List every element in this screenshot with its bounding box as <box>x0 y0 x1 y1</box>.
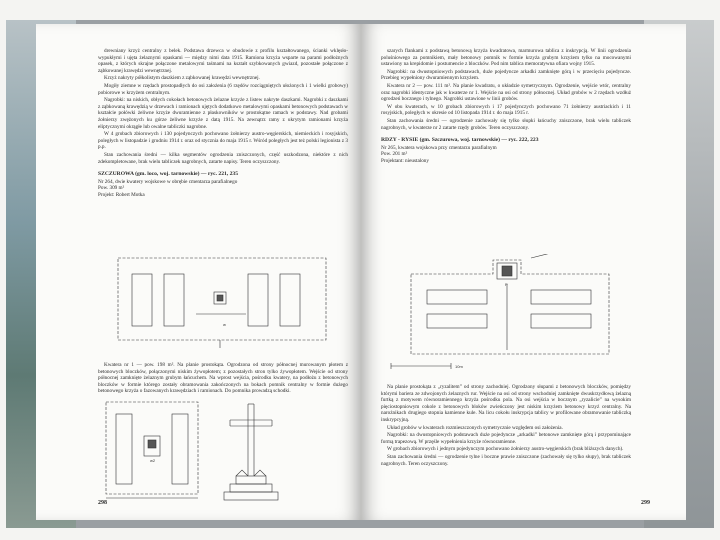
right-page <box>361 24 686 520</box>
cemetery-area: Pow. 309 m² <box>98 185 125 192</box>
left-paragraph: Mogiły ziemne w rzędach prostopadłych do osi założenia (6 rzędów rozciągniętych ułożonych i 1 wielki grobowy) pobiorowe w krzyżem centralnym. <box>98 82 348 96</box>
quarter-plan-and-cross-figure <box>98 396 346 506</box>
right-paragraph: Na planie prostokąta z „ryzalitem” od strony zachodniej. Ogrodzony słupami z betonowych bloczków, pomiędzy którymi bariera ze zdwojonych żelaznych rur. Wejście na osi od strony wschodniej zamknięte dwuskrzydłową żelazną furtką z motywem równoramiennego krzyża pośrodku pola. Na osi wejścia w bocznym „ryzalicie” na wysokim pięciostopniowym cokole z betonowych bloków zwieńczony jest niskim krzyżem betonowy krzyż centralny. Na narożnikach drugiego stopnia kamienne kule. Na licu cokołu inskrypcja tablicy w profilowane obramowanie tabliczką inskrypcyjną. <box>381 384 631 423</box>
left-paragraph: Krzyż nakryty półkolistym daszkiem z ząbkowanej krawędzi wewnętrznej. <box>104 75 260 82</box>
left-paragraph: W 4 grobach zbiorowych i 130 pojedynczych pochowano żołnierzy austro-węgierskich, niemieckich i rosyjskich, poległych w listopadzie i grudniu 1914 r. oraz od stycznia do maja 1915 r. Wśród poległych jest też polski legionista z 3 p.p. <box>98 131 348 151</box>
right-page-text-bottom <box>381 384 631 468</box>
right-paragraph: Układ grobów w kwaterach rozmieszczonych symetrycznie względem osi założenia. <box>387 424 563 431</box>
right-page-text <box>381 48 631 165</box>
plan-label: w2 <box>150 458 156 463</box>
left-page-text-bottom <box>98 362 348 396</box>
site-plan-figure <box>98 252 346 352</box>
right-paragraph: Stan zachowania średni — ogrodzenie zachowały się tylko słupki łańcuchy zniszczone, brak wielu tabliczek nagrobnych, w kwaterze nr 2 zatarte rzędy grobów. Teren oczyszczony. <box>381 117 631 131</box>
page-number-right: 299 <box>641 500 650 506</box>
left-page-text <box>98 48 348 198</box>
scale-label: 10m <box>455 364 463 369</box>
cemetery-number: Nr 265, kwatera wojskowa przy cmentarzu parafialnym <box>381 144 497 151</box>
right-paragraph: Nagrobki: na dwustopniowych podstawach duże pojedyncze „arkadki” betonowe zamknięte górą i przypominające formą trapezową. W przęśle wypełnienia krzyże równoramienne. <box>381 432 631 445</box>
right-paragraph: Kwatera nr 2 — pow. 111 m². Na planie kwadratu, o układzie symetrycznym. Ogrodzenie, wejście wtór, centralny oraz nagrobki identyczne jak w kwaterze nr 1. Wejście na osi od strony północnej. Układ grobów w 2 rzędach wzdłuż ogrodzeń bocznego i tylnego. Nagrobki ustawione w linii grobów. <box>381 82 631 103</box>
left-paragraph: Kwatera nr 1 — pow. 198 m². Na planie prostokąta. Ogrodzona od strony północnej murowanym płotem z betonowych bloczków, połączonymi niskim żywopłotem; z pozostałych stron tylko żywopłotem. Wejście od strony północnej zamknięte żelaznym grubym łańcuchem. Na wprost wejścia, pośrodku kwatery, na podłożu z betonowych bloczków w formie którego zostały obramowania zakończonych na bokach pomnik centralny w formie dużego betonowego krzyża o fazowanych krawędziach i ramionach. Do pomnika prowadzą schodki. <box>98 362 348 395</box>
right-paragraph: W grobach zbiorowych i jednym pojedynczym pochowano żołnierzy austro-węgierskich (brak bliższych danych). <box>387 446 624 453</box>
cemetery-project: Projekt: Robert Motka <box>98 191 145 198</box>
cemetery-number: Nr 264, dwie kwatery wojskowe w obrębie cmentarza parafialnego <box>98 178 238 185</box>
cemetery-heading: SZCZUROWA (gm. loco, woj. tarnowskie) — ryc. 221, 235 <box>98 171 238 178</box>
left-paragraph: Stan zachowania średni — kilka segmentów ogrodzenia zniszczonych, część uszkodzona, niektóre z nich zdekompletowane, brak wielu tabliczek nagrobnych, zatarte napisy. Teren oczyszczony. <box>98 151 348 165</box>
right-paragraph: szarych flankami z podstawą betonową krzyża kwadratowa, marmurowa tablica z inskrypcją. W linii ogrodzenia poluśniowego za pomnikiem, mały betonowy pomnik w formie krzyża grubym krzyżem tylko na mocowanymi ustawiony na krepidomie i postumencie z bloczków. Pod nim tablica memoratywna ofiara wojny 1915. <box>381 48 631 68</box>
left-paragraph: Nagrobki: na niskich, obłych cokołach betonowych żelazne krzyże z listew nakryte daszkami. Nagrobki z daszkami z ząbkowaną krawędzią w drzewach i ramionach ujętych dodatkowo metalowymi opaskami betonowych podstawach w kształcie połówki żeliwne krzyże dwuramienne z płaskowników w prostokątne ramach w podstawy. Nad grobami żołnierzy zwężonych ku górze żeliwne krzyże z datą 1915. Na zewnątrz ramy z ukrytym ramionami krzyża eliptycznymi okrągłe lub owalne tabliczki nagrobne. <box>98 97 348 130</box>
plan-label: w <box>223 322 226 327</box>
cemetery-heading: RDZY - RYSIE (gm. Szczurowa, woj. tarnowskie) — ryc. 222, 223 <box>381 137 539 144</box>
right-paragraph: W obu kwaterach, w 10 grobach zbiorowych i 17 pojedynczych pochowano 71 żołnierzy austriackich i 11 rosyjskich, poległych w okresie od 10 listopada 1914 r. do maja 1915 r. <box>381 103 631 117</box>
left-page <box>36 24 361 520</box>
right-paragraph: Stan zachowania średni — ogrodzenie tylne i boczne prawie zniszczone (zachowały się tylko słupy), brak tabliczek nagrobnych. Teren oczyszczony. <box>381 453 631 467</box>
right-paragraph: Nagrobki: na dwustopniowych podstawach, duże pojedyncze arkadki zamknięte górą i w przecięciu pojedyncze. Przebieg wypełniony dwuramiennym krzyżem. <box>381 68 631 82</box>
page-number-left: 298 <box>98 500 107 506</box>
plan-label: P <box>505 282 508 287</box>
cemetery-project: Projektant: nieustalony <box>381 157 429 164</box>
cemetery-area: Pow. 201 m² <box>381 151 408 158</box>
site-plan-figure <box>381 254 631 372</box>
left-paragraph: drewniany krzyż centralny z belek. Podstawa drzewca w obudowie z profilu kształtowanego, ścianki wklęsło-wypukłymi i ujęta żelaznymi opaskami — między nimi data 1915. Ramiona krzyża wsparte na parami podłożnych opasek, z których skrajne połączone metalowymi taśmami na kształt szybkowanych gwiazd, pozostałe połączone z ząbkowanej krawędzi wewnętrznej. <box>98 48 348 74</box>
